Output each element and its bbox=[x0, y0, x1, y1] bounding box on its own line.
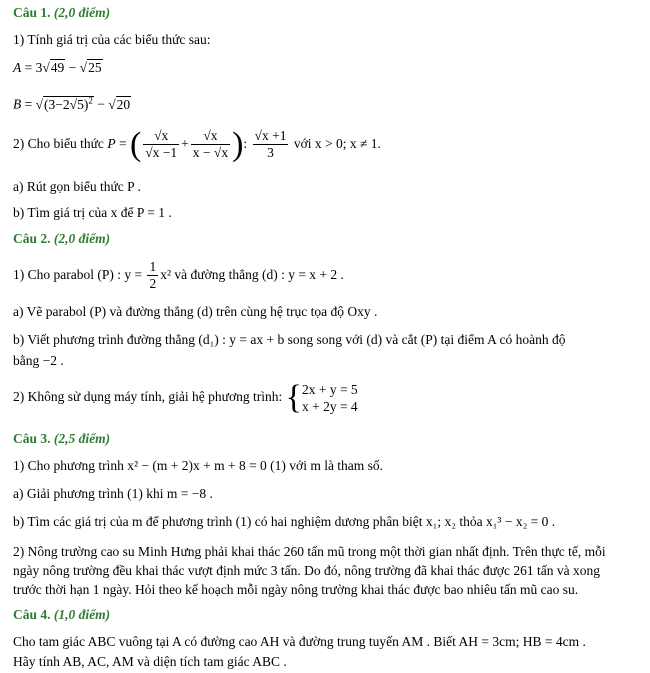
q1-expr-B: B = √ $(3-2√5)^2$ − √ 20 bbox=[13, 91, 131, 114]
q3-title: Câu 3. bbox=[13, 431, 51, 446]
q3-part2-line2: ngày nông trường đều khai thác vượt định mức 3 tấn. Do đó, nông trường đã khai thác được 261 tấn và xong bbox=[13, 563, 601, 578]
q1-part2: 2) Cho biểu thức P = ( $\frac{√x}{√x -1}$ + $\frac{√x}{x - √x}$ ): $\frac{√x +1}{3}$ với x > 0; x ≠ 1. bbox=[13, 125, 381, 163]
q2-part-a: a) Vẽ parabol (P) và đường thẳng (d) trên cùng hệ trục tọa độ Oxy . bbox=[13, 304, 378, 319]
q2-part-b-line1: b) Viết phương trình đường thẳng (d₁) : y = ax + b song song với (d) và cắt (P) tại điểm A có hoành độ bbox=[13, 332, 566, 347]
q2-part1: 1) Cho parabol (P) : y = $\frac{1}{2}$ x² và đường thẳng (d) : y = x + 2 . bbox=[13, 259, 344, 292]
q2-title: Câu 2. bbox=[13, 231, 51, 246]
q3-part-a: a) Giải phương trình (1) khi m = −8 . bbox=[13, 486, 213, 501]
q4-heading bbox=[13, 606, 110, 624]
equation-system: 2x + y = 5 x + 2y = 4 bbox=[301, 381, 358, 414]
q1-expr-A: A = 3√ 49 − √ 25 bbox=[13, 59, 103, 77]
q1-part1: 1) Tính giá trị của các biểu thức sau: bbox=[13, 32, 211, 47]
q4-line2: Hãy tính AB, AC, AM và diện tích tam giác ABC . bbox=[13, 654, 287, 669]
q3-points: (2,5 điểm) bbox=[53, 431, 111, 446]
fraction-2: $\frac{√x}{x - √x}$ bbox=[192, 128, 229, 161]
fraction-half: $\frac{1}{2}$ bbox=[149, 259, 157, 292]
q1-heading bbox=[13, 4, 110, 22]
fraction-1: $\frac{√x}{√x -1}$ bbox=[145, 128, 178, 161]
q1-points: (2,0 điểm) bbox=[53, 5, 111, 20]
q2-part2: 2) Không sử dụng máy tính, giải hệ phương trình: { 2x + y = 5 x + 2y = 4 bbox=[13, 378, 358, 416]
q1-part-b: b) Tìm giá trị của x để P = 1 . bbox=[13, 205, 172, 220]
q2-points: (2,0 điểm) bbox=[53, 231, 111, 246]
q4-line1: Cho tam giác ABC vuông tại A có đường cao AH và đường trung tuyến AM . Biết AH = 3cm; HB = 4cm . bbox=[13, 634, 586, 649]
q4-points: (1,0 điểm) bbox=[53, 607, 111, 622]
q4-title: Câu 4. bbox=[13, 607, 51, 622]
q2-part-b-line2: bằng −2 . bbox=[13, 353, 64, 368]
q3-heading bbox=[13, 430, 110, 448]
q2-heading bbox=[13, 230, 110, 248]
q1-title: Câu 1. bbox=[13, 5, 51, 20]
q3-part1: 1) Cho phương trình x² − (m + 2)x + m + 8 = 0 (1) với m là tham số. bbox=[13, 458, 384, 473]
q1-part-a: a) Rút gọn biểu thức P . bbox=[13, 179, 141, 194]
fraction-3: $\frac{√x +1}{3}$ bbox=[254, 128, 287, 161]
q3-part-b: b) Tìm các giá trị của m để phương trình (1) có hai nghiệm dương phân biệt x₁; x₂ thỏa x₁³ − x₂ = 0 . bbox=[13, 514, 556, 529]
q3-part2-line1: 2) Nông trường cao su Minh Hưng phải khai thác 260 tấn mũ trong một thời gian nhất định. Trên thực tế, mỗi bbox=[13, 544, 606, 559]
q3-part2-line3: trước thời hạn 1 ngày. Hỏi theo kế hoạch mỗi ngày nông trường khai thác được bao nhiêu tấn mũ cao su. bbox=[13, 582, 579, 597]
